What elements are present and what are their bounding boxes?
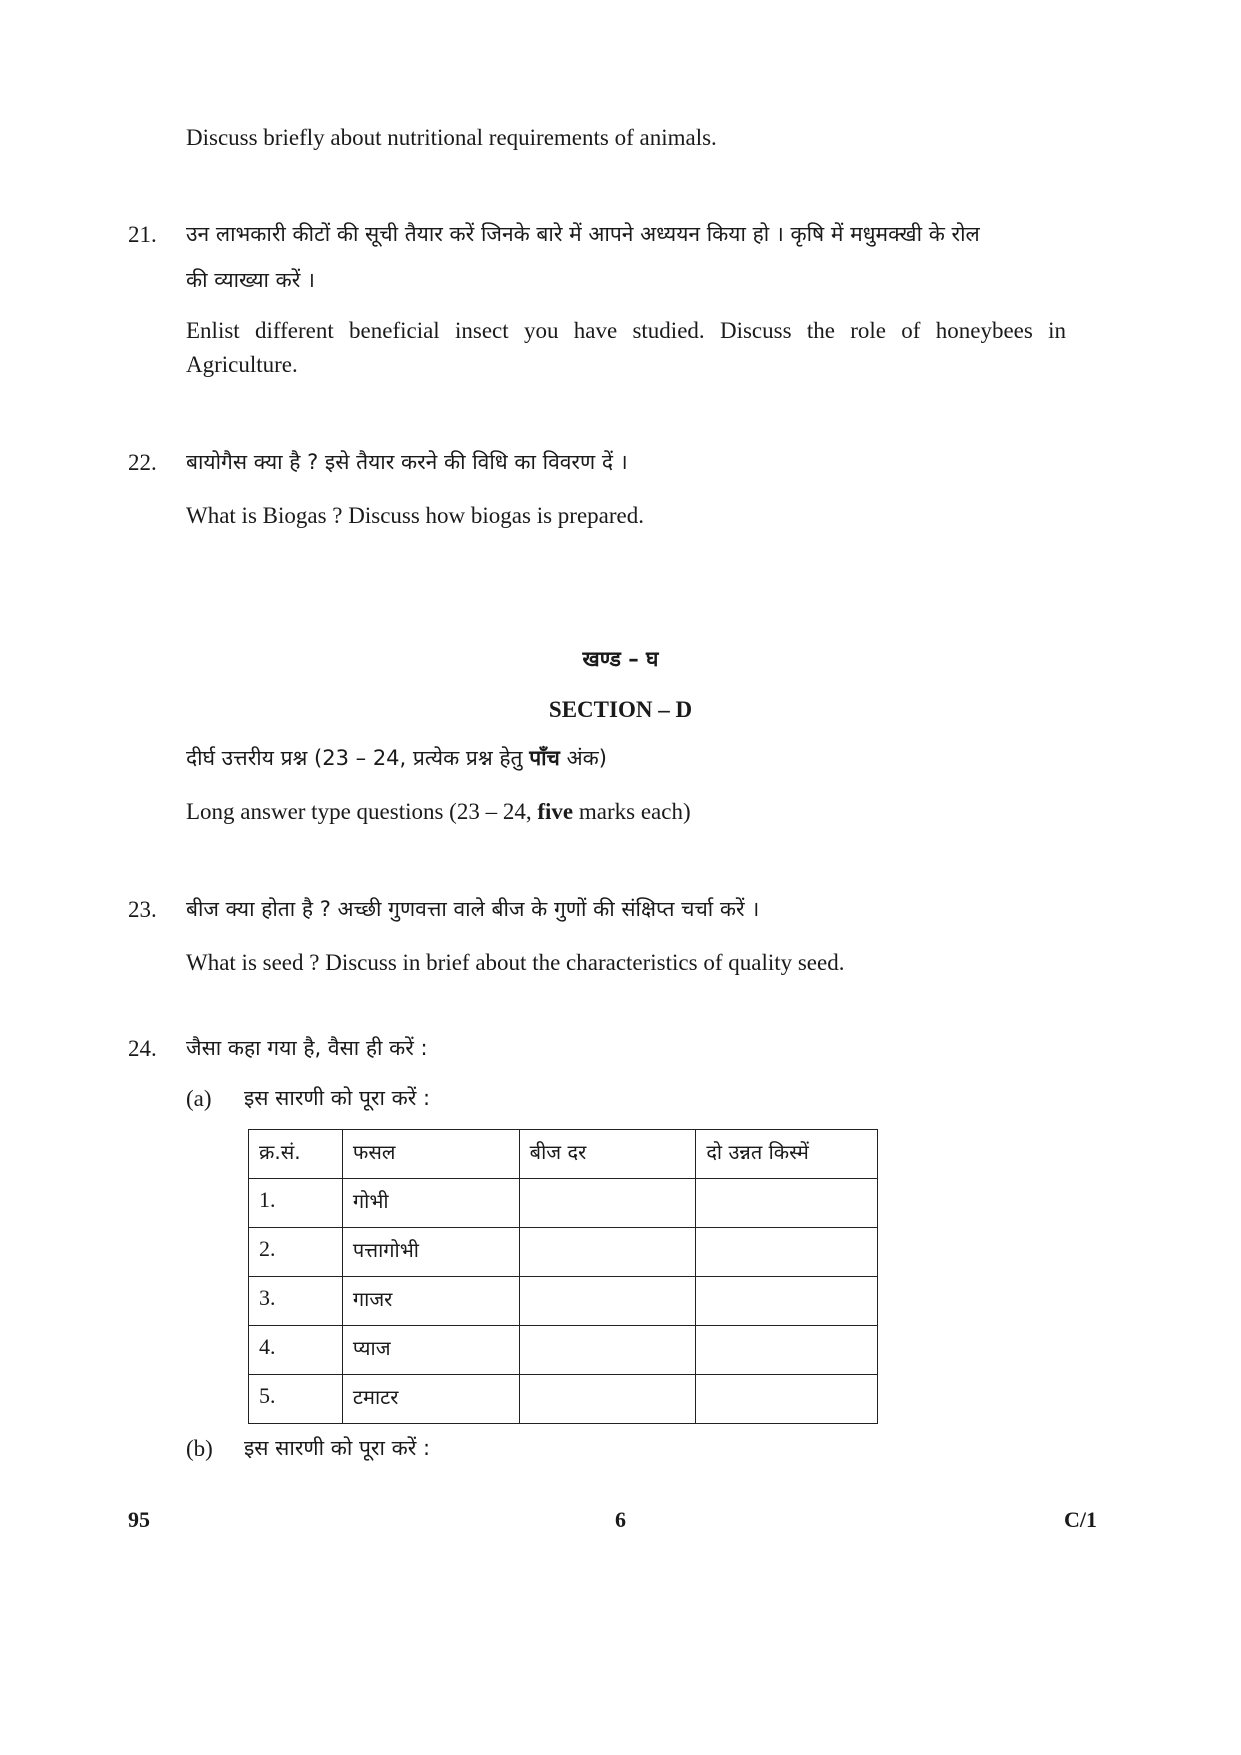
section-hindi-instructions: दीर्घ उत्तरीय प्रश्न (23 – 24, प्रत्येक प्रश्न हेतु पाँच अंक) xyxy=(186,746,607,770)
table-row xyxy=(249,1277,878,1326)
table-cell-serial: 2. xyxy=(249,1228,343,1277)
crop-table xyxy=(248,1129,878,1424)
table-cell-serial: 1. xyxy=(249,1179,343,1228)
table-cell-serial: 5. xyxy=(249,1375,343,1424)
table-cell-seed-rate xyxy=(519,1179,696,1228)
table-header-cell: क्र.सं. xyxy=(249,1130,343,1179)
table-cell-serial: 3. xyxy=(249,1277,343,1326)
table-cell-varieties xyxy=(696,1179,878,1228)
footer-set-code: C/1 xyxy=(1064,1507,1097,1532)
table-row xyxy=(249,1179,878,1228)
table-cell-seed-rate xyxy=(519,1326,696,1375)
q23-english: What is seed ? Discuss in brief about the characteristics of quality seed. xyxy=(186,950,845,975)
table-header-row xyxy=(249,1130,878,1179)
q24-part-a-label: (a) xyxy=(186,1086,212,1111)
table-header-cell: फसल xyxy=(342,1130,519,1179)
table-cell-varieties xyxy=(696,1326,878,1375)
q24-number: 24. xyxy=(128,1036,157,1061)
table-cell-crop: टमाटर xyxy=(342,1375,519,1424)
table-row xyxy=(249,1326,878,1375)
section-english-instructions: Long answer type questions (23 – 24, five marks each) xyxy=(186,799,691,824)
q22-hindi: बायोगैस क्या है ? इसे तैयार करने की विधि का विवरण दें । xyxy=(186,450,628,474)
section-hindi-title: खण्ड – घ xyxy=(582,647,659,671)
table-cell-crop: पत्तागोभी xyxy=(342,1228,519,1277)
table-cell-varieties xyxy=(696,1228,878,1277)
q22-number: 22. xyxy=(128,450,157,475)
table-header-cell: बीज दर xyxy=(519,1130,696,1179)
table-cell-seed-rate xyxy=(519,1228,696,1277)
table-cell-varieties xyxy=(696,1375,878,1424)
q20-english: Discuss briefly about nutritional requirements of animals. xyxy=(186,125,717,150)
table-cell-serial: 4. xyxy=(249,1326,343,1375)
table-row xyxy=(249,1228,878,1277)
q24-part-b-text: इस सारणी को पूरा करें : xyxy=(244,1436,431,1460)
table-cell-seed-rate xyxy=(519,1277,696,1326)
q23-hindi: बीज क्या होता है ? अच्छी गुणवत्ता वाले बीज के गुणों की संक्षिप्त चर्चा करें । xyxy=(186,897,760,921)
table-header-cell: दो उन्नत किस्में xyxy=(696,1130,878,1179)
q21-english: Enlist different beneficial insect you have studied. Discuss the role of honeybees in Agriculture. xyxy=(186,318,1066,377)
q21-hindi-line1: उन लाभकारी कीटों की सूची तैयार करें जिनके बारे में आपने अध्ययन किया हो । कृषि में मधुमक्खी के रोल xyxy=(186,222,980,246)
q24-part-b-label: (b) xyxy=(186,1436,213,1461)
table-cell-varieties xyxy=(696,1277,878,1326)
q22-english: What is Biogas ? Discuss how biogas is prepared. xyxy=(186,503,645,528)
q23-number: 23. xyxy=(128,897,157,922)
table-row xyxy=(249,1375,878,1424)
q21-hindi-line2: की व्याख्या करें । xyxy=(186,268,315,292)
q24-part-a-text: इस सारणी को पूरा करें : xyxy=(244,1086,431,1110)
table-cell-crop: गाजर xyxy=(342,1277,519,1326)
table-cell-seed-rate xyxy=(519,1375,696,1424)
table-cell-crop: प्याज xyxy=(342,1326,519,1375)
footer-paper-code: 95 xyxy=(128,1507,150,1532)
q21-number: 21. xyxy=(128,222,157,247)
footer-page-number: 6 xyxy=(615,1507,626,1532)
section-english-title: SECTION – D xyxy=(548,697,693,722)
table-cell-crop: गोभी xyxy=(342,1179,519,1228)
q24-hindi: जैसा कहा गया है, वैसा ही करें : xyxy=(186,1036,428,1060)
